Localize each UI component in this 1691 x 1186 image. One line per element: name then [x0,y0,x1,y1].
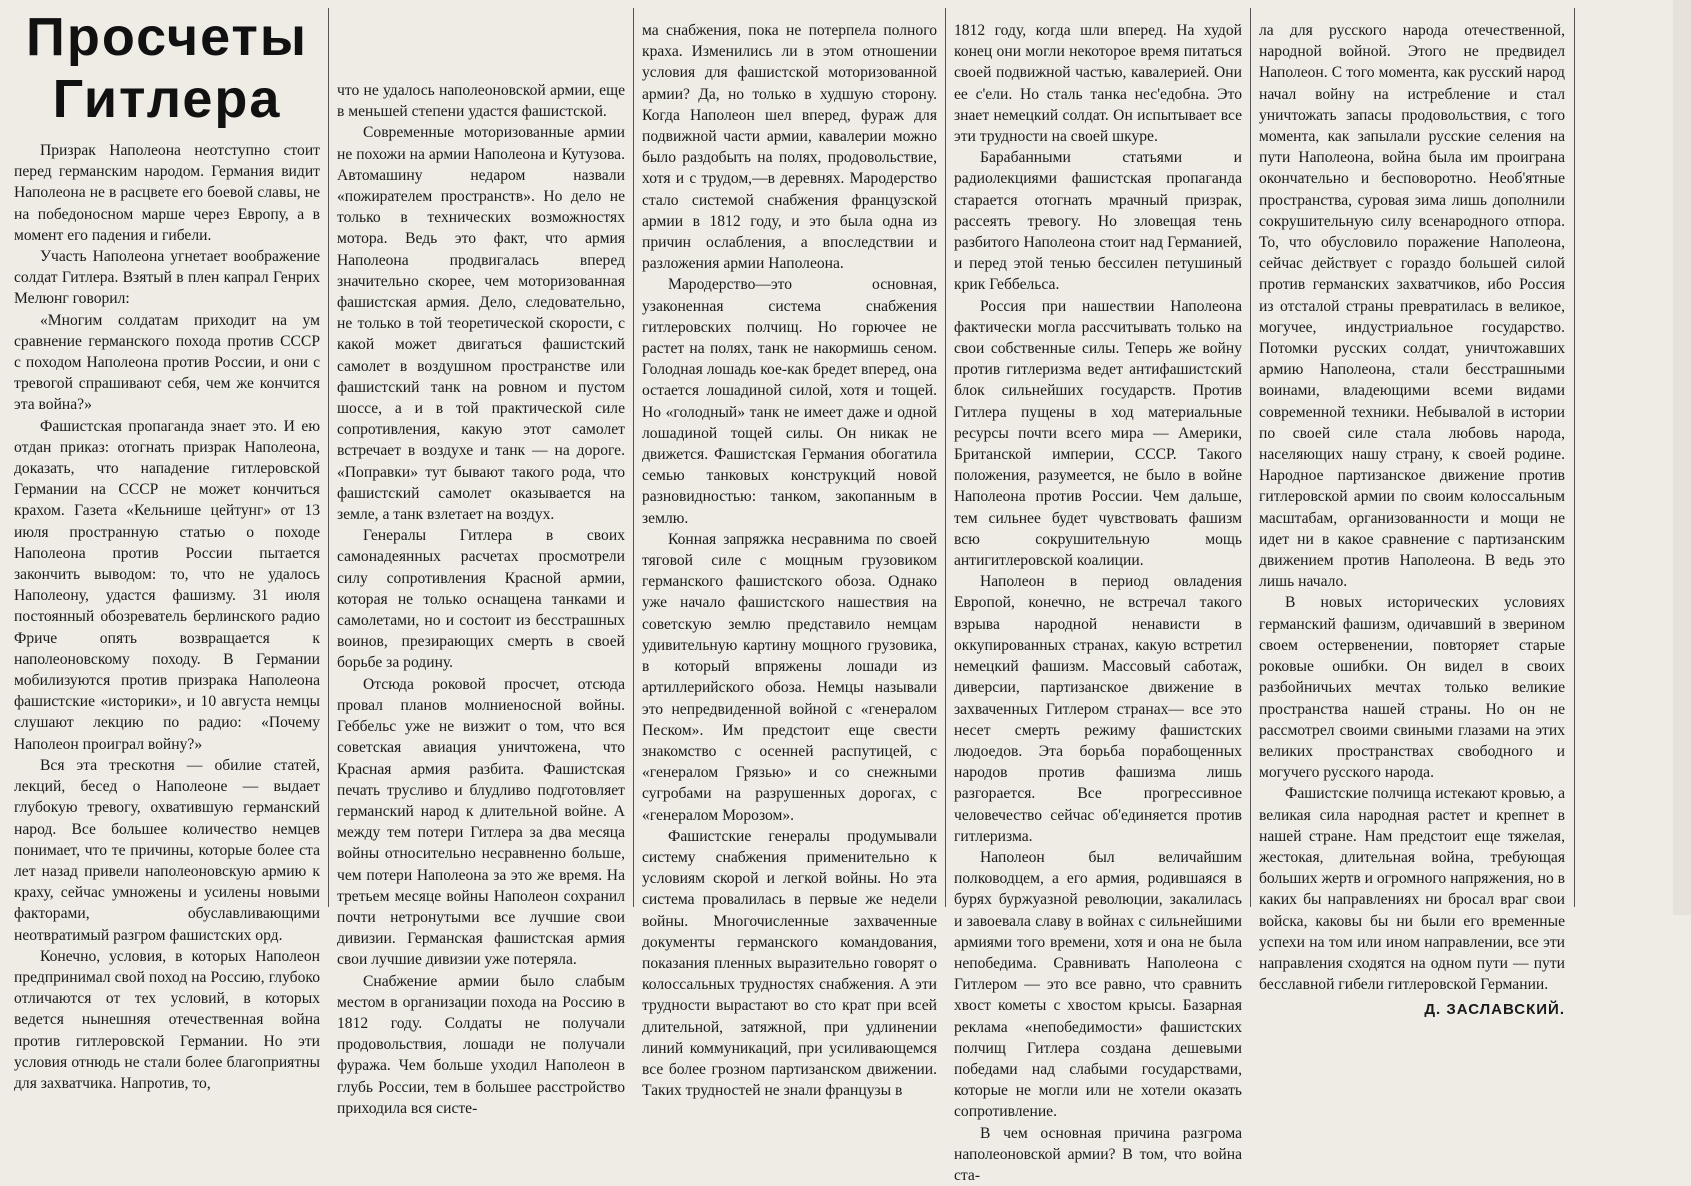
article-paragraph: Современные моторизованные армии не похожи на армии Наполеона и Кутузова. Автомашину недаром назвали «пожирателем пространств». Но дело не только в технических возможностях мотора. Ведь это факт, что армия Наполеона продвигалась вперед значительно скорее, чем моторизованная фашистская армия. Дело, следовательно, не только в той теоретической скорости, с какой может двигаться фашистский самолет в воздушном пространстве или фашистский танк на ровном и пустом шоссе, а и в той практической силе сопротивления, какую этот самолет встречает в воздухе и танк — на дороге. «Поправки» тут бывают такого рода, что фашистский самолет оказывается на земле, а танк взлетает на воздух. [337,124,625,524]
column-rule [945,8,946,907]
article-title: Просчеты Гитлера [26,7,308,129]
article-paragraph: что не удалось наполеоновской армии, еще в меньшей степени удастся фашистской. [337,82,625,121]
article-column-3 [636,0,943,1100]
adjacent-column-edge [1673,0,1691,915]
article-paragraph: ла для русского народа отечественной, народной войной. Этого не предвидел Наполеон. С того момента, как русский народ начал войну на истребление и стал уничтожать запасы продовольствия, с того момента, как запылали русские селения на пути Наполеона, война была им проиграна окончательно и бесповоротно. Необ'ятные пространства, суровая зима лишь дополнили сокрушительную силу всенародного отпора. То, что обусловило поражение Наполеона, сейчас действует с гораздо большей силой против германских захватчиков, ибо Россия из отсталой страны превратилась в великое, могучее, индустриальное государство. Потомки русских солдат, уничтожавших армию Наполеона, стали бесстрашными воинами, владеющими всеми видами современной техники. Небывалой в истории по своей силе стала любовь народа, населяющих нашу страну, к своей родине. Народное партизанское движение против гитлеровской армии по своим колоссальным масштабам, организованности и мощи не идет ни в какое сравнение с партизанским движением против Наполеона. В ведь это лишь начало. [1259,22,1565,591]
column-rule [328,8,329,907]
article-column-1 [8,0,326,1092]
column-paragraphs [954,20,1242,1186]
article-paragraph: Участь Наполеона угнетает воображение солдат Гитлера. Взятый в плен капрал Генрих Мелюнг говорил: [14,248,320,308]
article-paragraph: Генералы Гитлера в своих самонадеянных расчетах просмотрели силу сопротивления Красной армии, которая не только оснащена танками и самолетами, но и состоит из бесстрашных воинов, презирающих смерть в своей борьбе за родину. [337,527,625,672]
column-paragraphs [1259,20,1565,995]
article-paragraph: Конечно, условия, в которых Наполеон предпринимал свой поход на Россию, глубоко отличаются от тех условий, в которых ведется нынешняя отечественная война против гитлеровской Германии. Но эти условия отнюдь не стали более благоприятны для захватчика. Напротив, то, [14,947,320,1092]
article-column-5 [1253,0,1571,1019]
author-signature: Д. ЗАСЛАВСКИЙ. [1424,1001,1565,1019]
article-paragraph: ма снабжения, пока не потерпела полного краха. Изменились ли в этом отношении условия для фашистской моторизованной армии? Да, но только в худшую сторону. Когда Наполеон шел вперед, фураж для подвижной части армии, кавалерии можно было раздобыть на полях, продовольствие, хотя и с трудом,—в деревнях. Мародерство стало системой снабжения французской армии в 1812 году, и это была одна из причин ослабления, а впоследствии и разложения армии Наполеона. [642,22,937,273]
article-paragraph: Россия при нашествии Наполеона фактически могла рассчитывать только на свои собственные силы. Теперь же войну против гитлеризма ведет антифашистский блок сильнейших государств. Против Гитлера пущены в ход материальные ресурсы почти всего мира — Америки, Британской империи, СССР. Такого положения, разумеется, не было в войне Наполеона против России. Чем дальше, тем сильнее будет чувствовать фашизм всю сокрушительную мощь антигитлеровской коалиции. [954,297,1242,570]
article-paragraph: «Многим солдатам приходит на ум сравнение германского похода против СССР с походом Наполеона против России, и они с тревогой спрашивают себя, чем же кончится эта война?» [14,311,320,414]
article-paragraph: Вся эта трескотня — обилие статей, лекций, бесед о Наполеоне — выдает глубокую тревогу, охватившую германский народ. Все большее количество немцев понимает, что те причины, которые более ста лет назад привели наполеоновскую армию к краху, сейчас умножены и усилены новыми факторами, обуславливающими неотвратимый разгром фашистских орд. [14,756,320,944]
article-paragraph: Снабжение армии было слабым местом в организации похода на Россию в 1812 году. Солдаты не получали продовольствия, лошади не получали фуража. Чем больше уходил Наполеон в глубь России, тем в большее расстройство приходила вся систе- [337,972,625,1117]
article-paragraph: Фашистские полчища истекают кровью, а великая сила народная растет и крепнет в нашей стране. Нам предстоит еще тяжелая, жестокая, длительная война, требующая больших жертв и огромного напряжения, но в каких бы направлениях ни бросал враг свои войска, каковы бы ни были его временные успехи на том или ином направлении, все эти направления сходятся на одном пути — пути бесславной гибели гитлеровской Германии. [1259,785,1565,994]
article-paragraph: Наполеон был величайшим полководцем, а его армия, родившаяся в бурях буржуазной революции, закалилась и завоевала славу в войнах с сильнейшими армиями того времени, хотя и она не была непобедима. Сравнивать Наполеона с Гитлером — это все равно, что сравнить хвост кометы с хвостом крысы. Базарная реклама «непобедимости» фашистских полчищ Гитлера создана дешевыми победами над слабыми государствами, которые не могли или не хотели оказать сопротивление. [954,848,1242,1121]
column-paragraphs [14,140,320,1094]
column-paragraphs [337,80,625,1119]
column-paragraphs [642,20,937,1101]
article-paragraph: Фашистские генералы продумывали систему снабжения применительно к условиям скорой и легкой войны. Но эта система провалилась в первые же недели войны. Многочисленные захваченные документы германского командования, показания пленных выразительно говорят о колоссальных трудностях снабжения. А эти трудности вырастают во сто крат при всей длительной, затяжной, при удлинении линий коммуникаций, при усиливающемся все более грозном партизанском движении. Таких трудностей не знали французы в [642,827,937,1100]
article-paragraph: Призрак Наполеона неотступно стоит перед германским народом. Германия видит Наполеона не в расцвете его боевой славы, не на победоносном марше через Европу, а в момент его падения и гибели. [14,142,320,244]
column-rule [633,8,634,907]
article-paragraph: Мародерство—это основная, узаконенная система снабжения гитлеровских полчищ. Но горючее не растет на полях, танк не накормишь сеном. Голодная лошадь кое-как бредет вперед, она остается лошадиной силой, хотя и тощей. Но «голодный» танк не имеет даже и одной лошадиной тощей силы. Он никак не движется. Фашистская Германия обогатила семью танковых конструкций новой разновидностью: танком, закопанным в землю. [642,276,937,527]
article-paragraph: Конная запряжка несравнима по своей тяговой силе с мощным грузовиком германского фашистского обоза. Однако уже начало фашистского нашествия на советскую землю представило немцам удивительную картину мощного грузовика, в который впряжены лошади из артиллерийского обоза. Немцы называли это непредвиденной войной с «генералом Песком». Им предстоит еще свести знакомство с осенней распутицей, с «генералом Грязью» и со снежными сугробами на разрушенных дорогах, с «генералом Морозом». [642,530,937,824]
article-paragraph: Барабанными статьями и радиолекциями фашистская пропаганда старается отогнать мрачный призрак, рассеять тревогу. Но зловещая тень разбитого Наполеона стоит над Германией, и перед этой тенью бессилен петушиный крик Геббельса. [954,149,1242,294]
article-paragraph: Наполеон в период овладения Европой, конечно, не встречал такого взрыва народной ненависти в оккупированных странах, какую встретил немецкий фашизм. Массовый саботаж, диверсии, партизанское движение в захваченных Гитлером странах— все это несет смерть режиму фашистских людоедов. Эта борьба порабощенных народов против фашизма лишь разгорается. Все прогрессивное человечество сейчас об'единяется против гитлеризма. [954,573,1242,845]
article-paragraph: Отсюда роковой просчет, отсюда провал планов молниеносной войны. Геббельс уже не визжит о том, что вся советская авиация уничтожена, что Красная армия разбита. Фашистская печать трусливо и блудливо подготовляет германский народ к длительной войне. А между тем потери Гитлера за два месяца войны относительно несравненно больше, чем потери Наполеона за это же время. На третьем месяце войны Наполеон сохранил почти нетронутыми все лучшие свои дивизии. Германская фашистская армия свои лучшие дивизии уже потеряла. [337,675,625,969]
article-paragraph: В новых исторических условиях германский фашизм, одичавший в зверином своем остервенении, повторяет старые роковые ошибки. Он видел в своих разбойничьих мечтах только великие пространства нашей страны. Но он не рассмотрел своими свиными глазами на этих великих пространствах свободного и могучего русского народа. [1259,594,1565,782]
article-paragraph: Фашистская пропаганда знает это. И ею отдан приказ: отогнать призрак Наполеона, доказать, что нападение гитлеровской Германии на СССР не может кончиться крахом. Газета «Кельнише цейтунг» от 13 июля пространную статью о походе Наполеона против России пытается закончить выводом: то, что не удалось Наполеону, удастся фашизму. 31 июля постоянный обозреватель берлинского радио Фриче опять возвращается к наполеоновскому походу. В Германии мобилизуются против призрака Наполеона фашистские «историки», и 10 августа немцы слушают лекцию по радио: «Почему Наполеон проиграл войну?» [14,417,320,753]
column-rule [1250,8,1251,907]
article-paragraph: В чем основная причина разгрома наполеоновской армии? В том, что война ста- [954,1124,1242,1184]
column-rule [1574,8,1575,907]
article-column-4 [948,0,1248,1184]
article-column-2 [331,0,631,1117]
article-paragraph: 1812 году, когда шли вперед. На худой конец они могли некоторое время питаться своей подвижной частью, кавалерией. Они ее с'ели. Но сталь танка нес'едобна. Это знает немецкий солдат. Он испытывает все эти трудности на своей шкуре. [954,22,1242,146]
